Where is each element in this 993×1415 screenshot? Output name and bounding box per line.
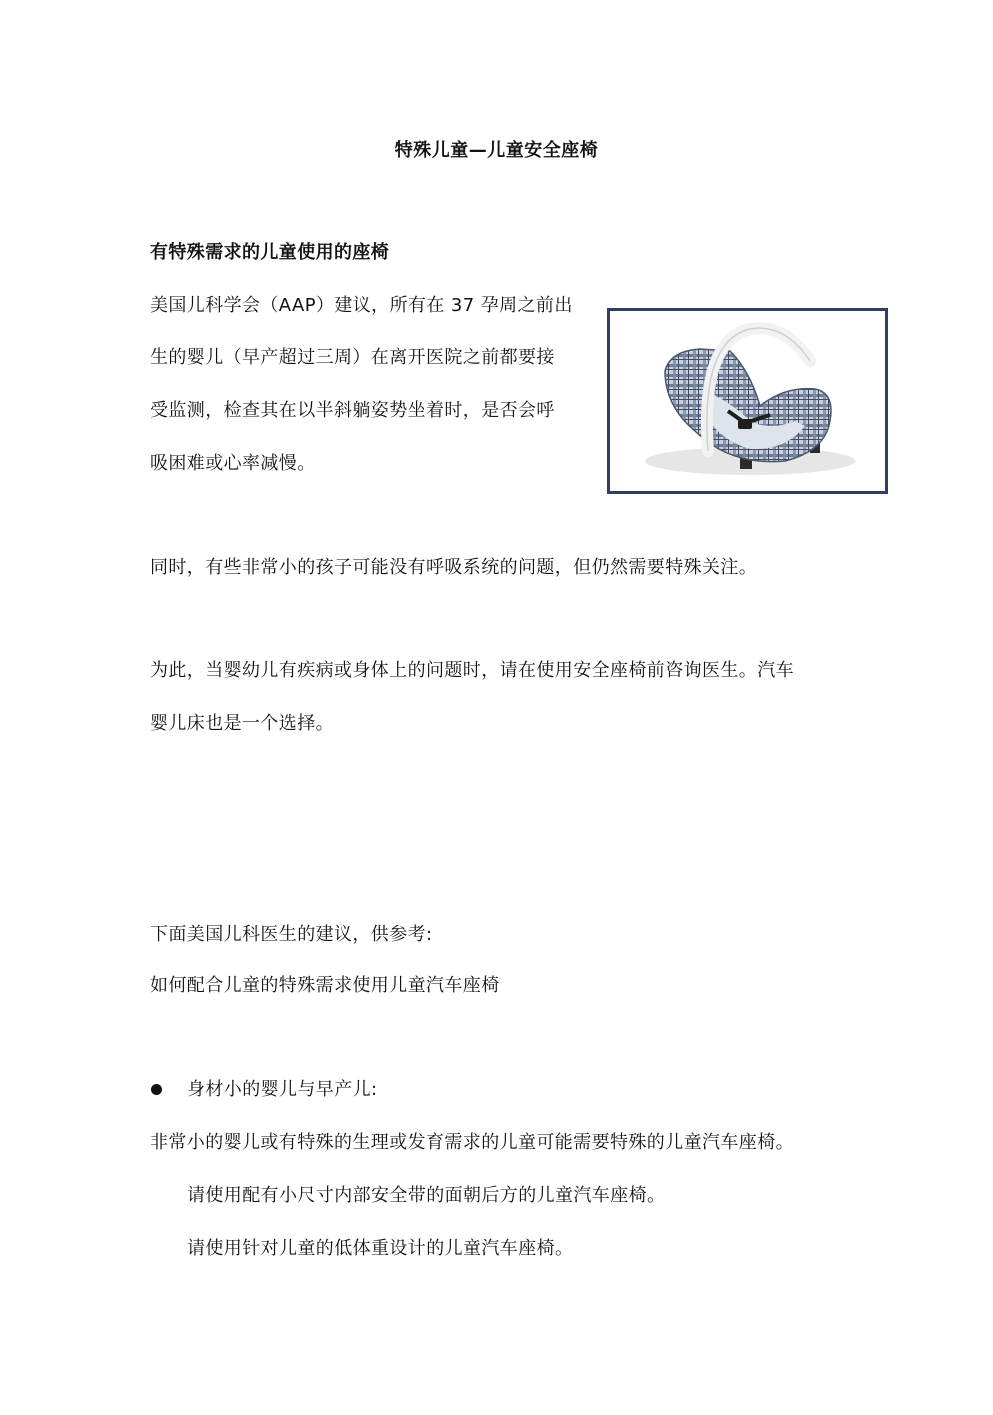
consult-line-2: 婴儿床也是一个选择。 <box>150 713 334 734</box>
infant-car-seat-photo <box>607 308 888 494</box>
bullet-icon <box>151 1084 162 1095</box>
consult-line-1: 为此，当婴幼儿有疾病或身体上的问题时，请在使用安全座椅前咨询医生。汽车 <box>150 660 794 681</box>
section-heading: 有特殊需求的儿童使用的座椅 <box>150 242 390 263</box>
bullet-description: 非常小的婴儿或有特殊的生理或发育需求的儿童可能需要特殊的儿童汽车座椅。 <box>150 1132 794 1153</box>
recommendation-subtitle: 如何配合儿童的特殊需求使用儿童汽车座椅 <box>150 975 500 996</box>
intro-line-1: 美国儿科学会（AAP）建议，所有在 37 孕周之前出 <box>150 295 573 316</box>
sub-item-low-weight-seat: 请使用针对儿童的低体重设计的儿童汽车座椅。 <box>187 1238 574 1259</box>
intro-line-2: 生的婴儿（早产超过三周）在离开医院之前都要接 <box>150 347 555 368</box>
sub-item-rear-facing-seat: 请使用配有小尺寸内部安全带的面朝后方的儿童汽车座椅。 <box>187 1185 666 1206</box>
intro-line-3: 受监测，检查其在以半斜躺姿势坐着时，是否会呼 <box>150 400 555 421</box>
document-title: 特殊儿童—儿童安全座椅 <box>394 140 599 161</box>
recommendation-intro: 下面美国儿科医生的建议，供参考: <box>150 924 433 945</box>
bullet-item-small-infants: 身材小的婴儿与早产儿: <box>187 1079 378 1100</box>
intro-line-4: 吸困难或心率减慢。 <box>150 453 316 474</box>
paragraph-special-attention: 同时，有些非常小的孩子可能没有呼吸系统的问题，但仍然需要特殊关注。 <box>150 557 758 578</box>
